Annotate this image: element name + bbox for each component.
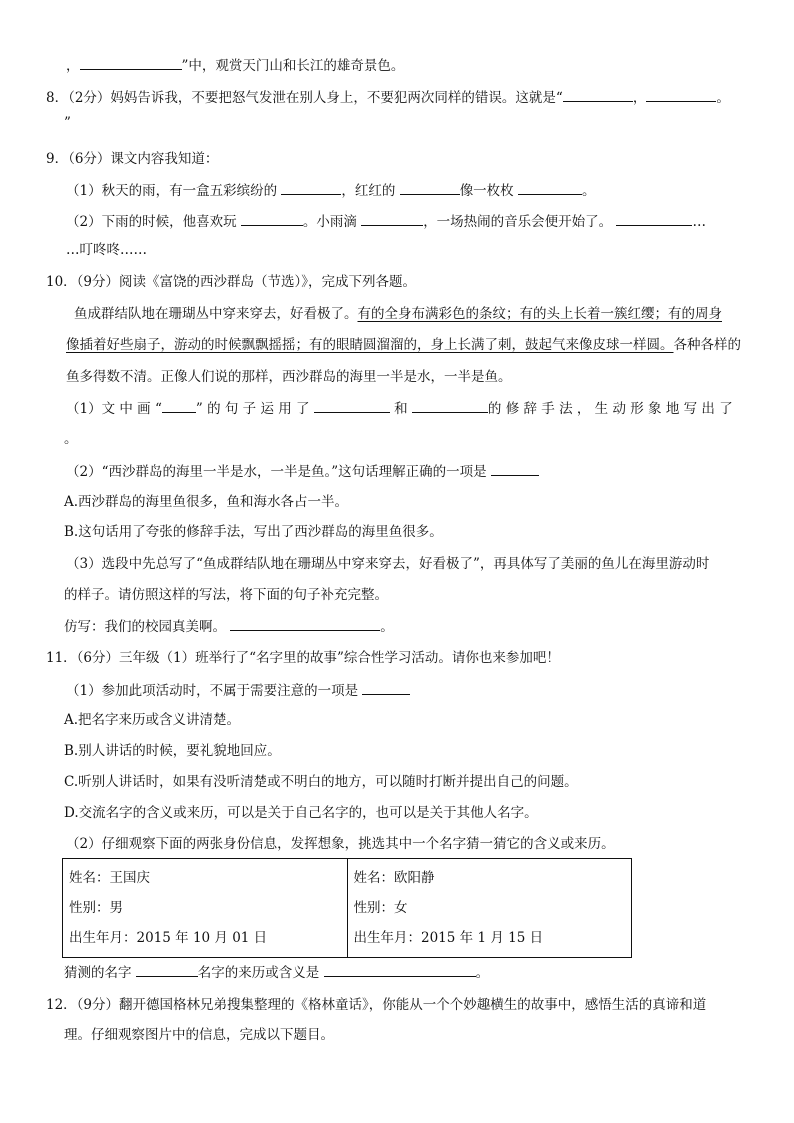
text: ” 的 句 子 运 用 了 bbox=[195, 401, 310, 417]
question-8-close-quote bbox=[64, 113, 71, 133]
text: （1）秋天的雨，有一盒五彩缤纷的 bbox=[66, 183, 278, 199]
option-text: B.别人讲话的时候，要礼貌地回应。 bbox=[64, 743, 281, 759]
text: 仿写：我们的校园真美啊。 bbox=[64, 619, 226, 635]
answer-blank[interactable] bbox=[324, 962, 476, 977]
text: ” bbox=[64, 115, 71, 131]
question-8 bbox=[46, 87, 730, 108]
passage-line-2 bbox=[66, 335, 741, 355]
id-card-1 bbox=[63, 859, 348, 958]
question-10-1 bbox=[66, 398, 733, 419]
answer-blank[interactable] bbox=[136, 962, 198, 977]
answer-blank[interactable] bbox=[563, 87, 633, 102]
card-name: 姓名：欧阳静 bbox=[353, 870, 435, 886]
text: 。 bbox=[581, 183, 596, 199]
passage-line-1 bbox=[74, 304, 722, 324]
question-9-2 bbox=[66, 211, 706, 232]
text: （1）文 中 画 “ bbox=[66, 401, 162, 417]
text: 。 bbox=[380, 619, 394, 635]
answer-blank[interactable] bbox=[400, 180, 460, 195]
text: ，一场热闹的音乐会便开始了。 bbox=[423, 214, 613, 230]
question-11-1 bbox=[66, 680, 410, 701]
text: 。 bbox=[716, 90, 730, 106]
text: … bbox=[692, 214, 706, 230]
imitation-writing bbox=[64, 616, 394, 637]
question-10-3-cont bbox=[64, 585, 388, 605]
question-11 bbox=[46, 648, 560, 668]
text: 。 bbox=[64, 431, 78, 447]
question-9-3 bbox=[66, 240, 147, 260]
text: 的样子。请仿照这样的写法，将下面的句子补充完整。 bbox=[64, 587, 388, 603]
text: …叮咚咚…… bbox=[66, 242, 147, 258]
id-card-2 bbox=[347, 859, 632, 958]
card-gender: 性别：男 bbox=[69, 900, 123, 916]
question-10-2 bbox=[66, 461, 539, 482]
continuation-line bbox=[66, 55, 404, 76]
answer-blank[interactable] bbox=[162, 398, 196, 413]
text: 和 bbox=[394, 401, 408, 417]
answer-blank[interactable] bbox=[281, 180, 341, 195]
text: ，红红的 bbox=[341, 183, 396, 199]
question-9 bbox=[46, 149, 218, 169]
text: 像一枚枚 bbox=[459, 183, 514, 199]
question-text: 12．（9分）翻开德国格林兄弟搜集整理的《格林童话》，你能从一个个妙趣横生的故事中，感悟生活的真谛和道 bbox=[46, 997, 707, 1013]
question-10 bbox=[46, 272, 416, 292]
card-birth: 出生年月：2015 年 1 月 15 日 bbox=[353, 930, 544, 946]
text: ”中，观赏天门山和长江的雄奇景色。 bbox=[181, 58, 405, 74]
text: （2）下雨的时候，他喜欢玩 bbox=[66, 214, 237, 230]
question-11-2 bbox=[66, 834, 615, 854]
option-text: B.这句话用了夸张的修辞手法，写出了西沙群岛的海里鱼很多。 bbox=[64, 524, 443, 540]
answer-blank[interactable] bbox=[491, 461, 539, 476]
card-name: 姓名：王国庆 bbox=[69, 870, 150, 886]
answer-blank[interactable] bbox=[412, 398, 488, 413]
question-10-3 bbox=[66, 554, 709, 574]
text: （2）“西沙群岛的海里一半是水，一半是鱼。”这句话理解正确的一项是 bbox=[66, 464, 487, 480]
answer-blank[interactable] bbox=[80, 55, 182, 70]
passage-text: 鱼多得数不清。正像人们说的那样，西沙群岛的海里一半是水，一半是鱼。 bbox=[66, 369, 512, 385]
text: ， bbox=[66, 58, 80, 74]
text: （1）参加此项活动时，不属于需要注意的一项是 bbox=[66, 683, 359, 699]
text: 的 修 辞 手 法 ， 生 动 形 象 地 写 出 了 bbox=[487, 401, 733, 417]
text: ， bbox=[632, 90, 647, 106]
option-d bbox=[64, 803, 538, 823]
option-b bbox=[64, 522, 443, 542]
passage-text: 鱼成群结队地在珊瑚丛中穿来穿去，好看极了。 bbox=[74, 306, 358, 322]
answer-blank[interactable] bbox=[361, 211, 423, 226]
text: 。 bbox=[475, 965, 490, 981]
passage-text: 各种各样的 bbox=[673, 337, 741, 353]
card-gender: 性别：女 bbox=[353, 900, 408, 916]
text: 。小雨滴 bbox=[302, 214, 357, 230]
underlined-sentence: 有的全身布满彩色的条纹；有的头上长着一簇红缨；有的周身 bbox=[357, 306, 722, 322]
answer-blank[interactable] bbox=[314, 398, 390, 413]
text: （3）选段中先总写了“鱼成群结队地在珊瑚丛中穿来穿去，好看极了”，再具体写了美丽的鱼儿在海里游动时 bbox=[66, 556, 710, 572]
underlined-sentence: 像插着好些扇子，游动的时候飘飘摇摇；有的眼睛圆溜溜的，身上长满了刺，鼓起气来像皮球一样圆。 bbox=[66, 337, 674, 353]
passage-line-3 bbox=[66, 367, 512, 387]
question-12 bbox=[46, 995, 706, 1015]
option-b bbox=[64, 741, 281, 761]
question-10-1-end bbox=[64, 429, 78, 449]
answer-blank[interactable] bbox=[362, 680, 410, 695]
answer-blank[interactable] bbox=[241, 211, 303, 226]
option-text: D.交流名字的含义或来历，可以是关于自己名字的，也可以是关于其他人名字。 bbox=[64, 805, 538, 821]
answer-blank[interactable] bbox=[230, 616, 380, 631]
question-9-1 bbox=[66, 180, 595, 201]
question-text: 10．（9分）阅读《富饶的西沙群岛（节选）》，完成下列各题。 bbox=[46, 274, 417, 290]
option-text: C.听别人讲话时，如果有没听清楚或不明白的地方，可以随时打断并提出自己的问题。 bbox=[64, 774, 578, 790]
option-text: A.把名字来历或含义讲清楚。 bbox=[64, 712, 241, 728]
question-text: 11．（6分）三年级（1）班举行了“名字里的故事”综合性学习活动。请你也来参加吧！ bbox=[46, 650, 560, 666]
question-12-cont bbox=[64, 1025, 334, 1045]
text: （2）仔细观察下面的两张身份信息，发挥想象，挑选其中一个名字猜一猜它的含义或来历。 bbox=[66, 836, 615, 852]
text: 理。仔细观察图片中的信息，完成以下题目。 bbox=[64, 1027, 334, 1043]
text: 名字的来历或含义是 bbox=[197, 965, 320, 981]
question-text: 9．（6分）课文内容我知道： bbox=[46, 151, 219, 167]
text: 猜测的名字 bbox=[64, 965, 132, 981]
option-a bbox=[64, 710, 240, 730]
option-c bbox=[64, 772, 578, 792]
guess-line bbox=[64, 962, 489, 983]
question-text: 8．（2分）妈妈告诉我，不要把怒气发泄在别人身上，不要犯两次同样的错误。这就是“ bbox=[46, 90, 563, 106]
answer-blank[interactable] bbox=[616, 211, 692, 226]
id-info-table bbox=[62, 858, 632, 958]
answer-blank[interactable] bbox=[518, 180, 582, 195]
card-birth: 出生年月：2015 年 10 月 01 日 bbox=[69, 930, 268, 946]
answer-blank[interactable] bbox=[646, 87, 716, 102]
option-a bbox=[64, 492, 348, 512]
option-text: A.西沙群岛的海里鱼很多，鱼和海水各占一半。 bbox=[64, 494, 349, 510]
